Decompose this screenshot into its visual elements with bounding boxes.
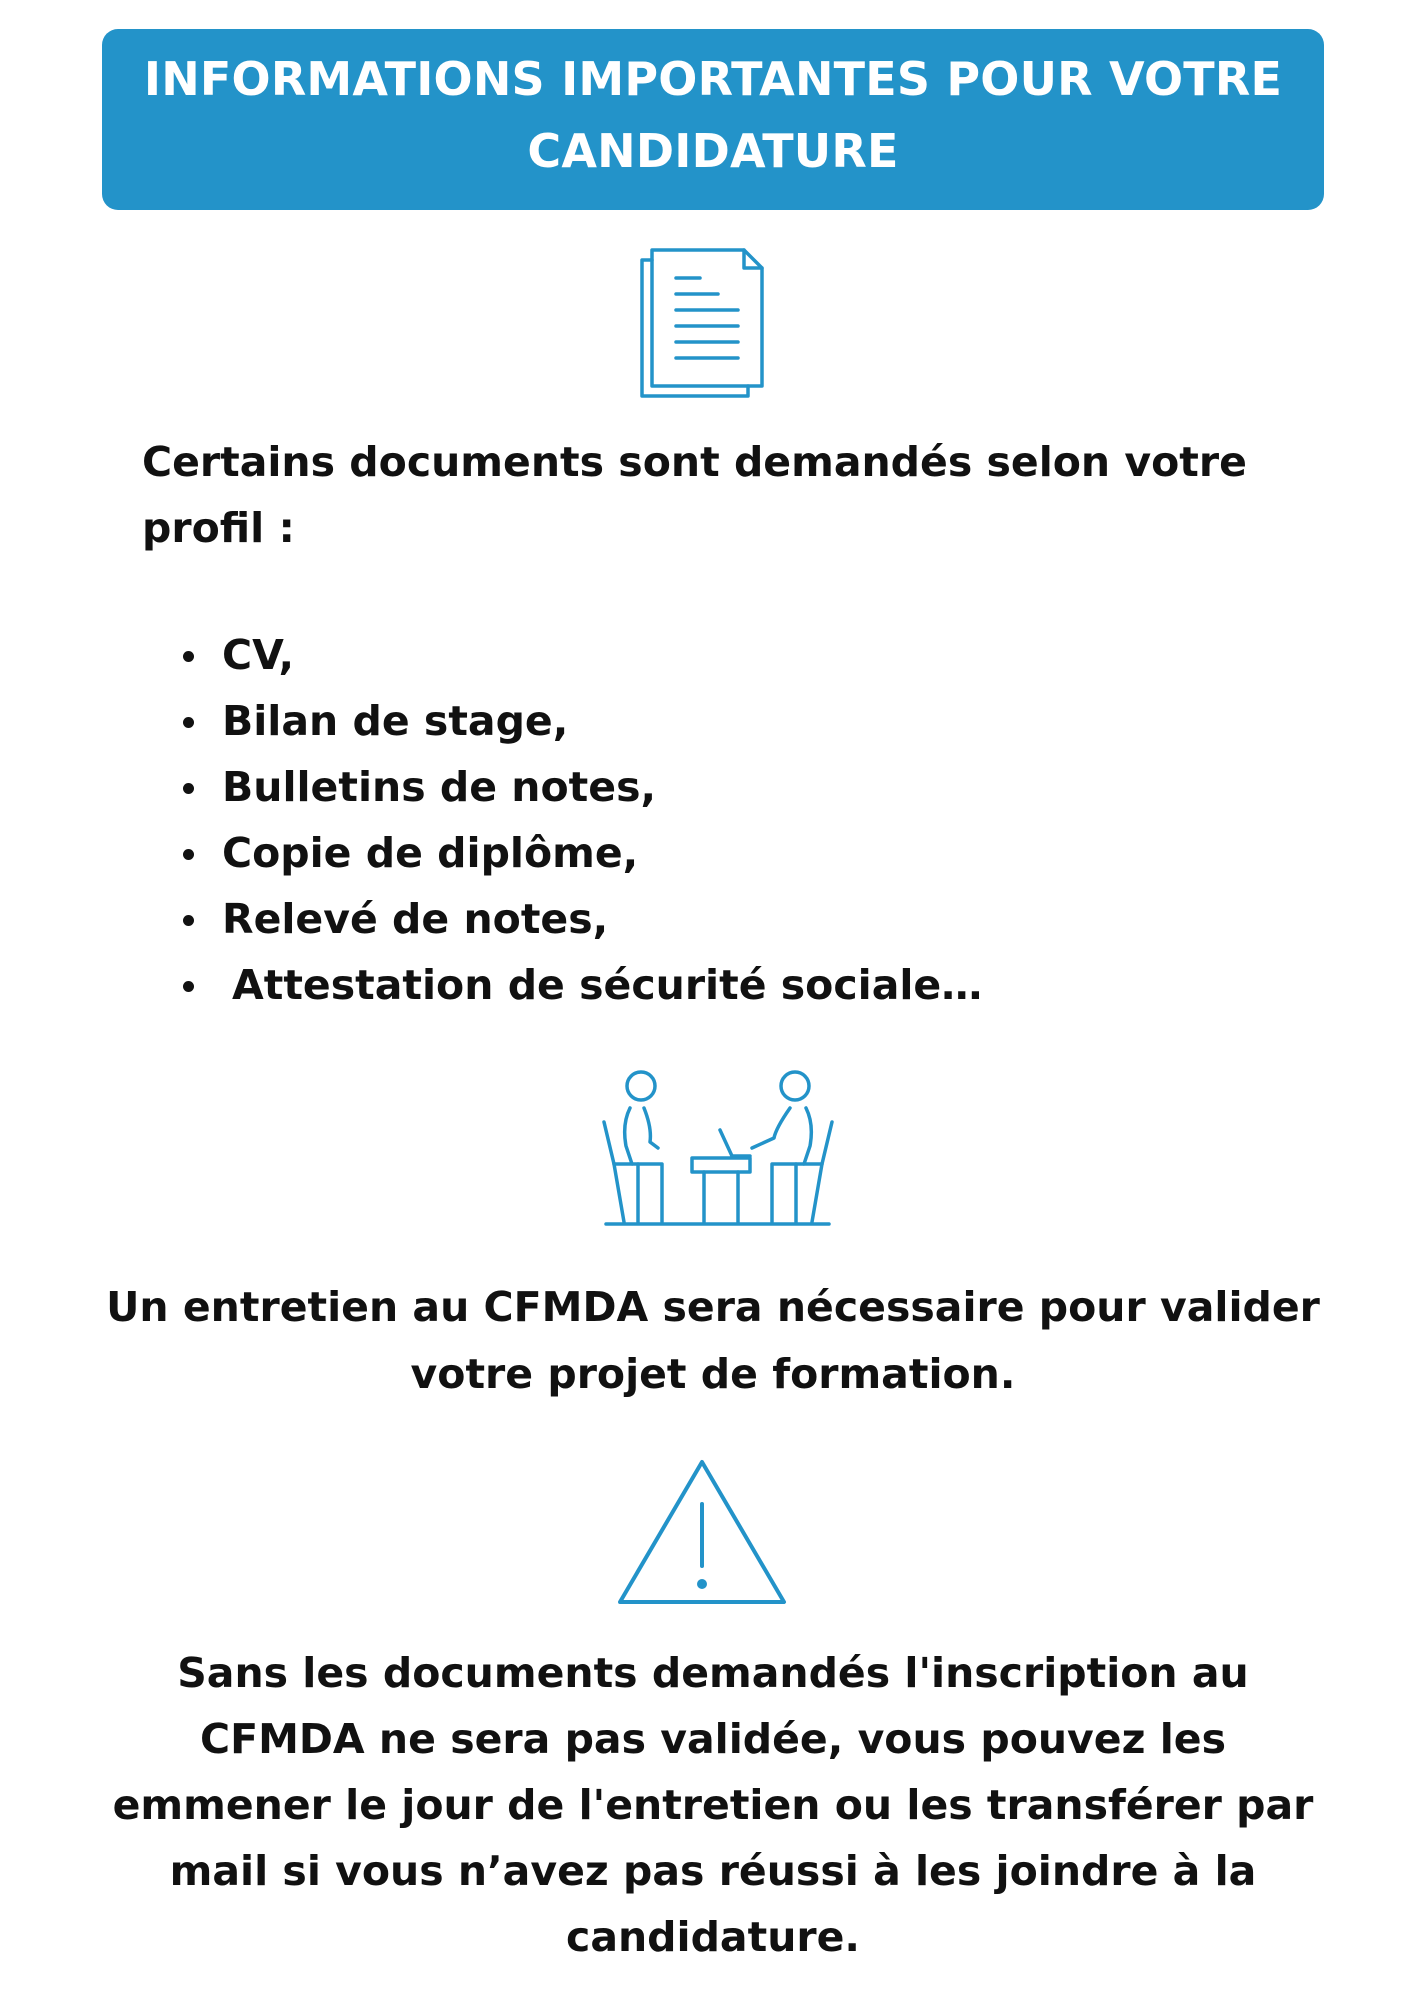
warning-text: Sans les documents demandés l'inscription au CFMDA ne sera pas validée, vous pouvez les emmener le jour de l'entretien ou les transférer par mail si vous n’avez pas réussi à les joindre à la candidature. <box>112 1649 1314 1961</box>
header-banner <box>102 29 1324 210</box>
interview-text: Un entretien au CFMDA sera nécessaire pour valider votre projet de formation. <box>106 1283 1320 1398</box>
list-item: Attestation de sécurité sociale… <box>0 952 1100 1018</box>
list-item: Bulletins de notes, <box>0 754 1100 820</box>
list-item: Relevé de notes, <box>0 886 1100 952</box>
meeting-icon <box>600 1068 835 1226</box>
warning-icon <box>616 1456 788 1608</box>
document-icon <box>638 246 770 400</box>
list-item: CV, <box>0 622 1100 688</box>
page-title: INFORMATIONS IMPORTANTES POUR VOTRE CANDIDATURE <box>143 51 1283 178</box>
list-item: Bilan de stage, <box>0 688 1100 754</box>
list-item: Copie de diplôme, <box>0 820 1100 886</box>
documents-intro: Certains documents sont demandés selon votre profil : <box>142 438 1247 552</box>
documents-list <box>0 622 1100 1018</box>
